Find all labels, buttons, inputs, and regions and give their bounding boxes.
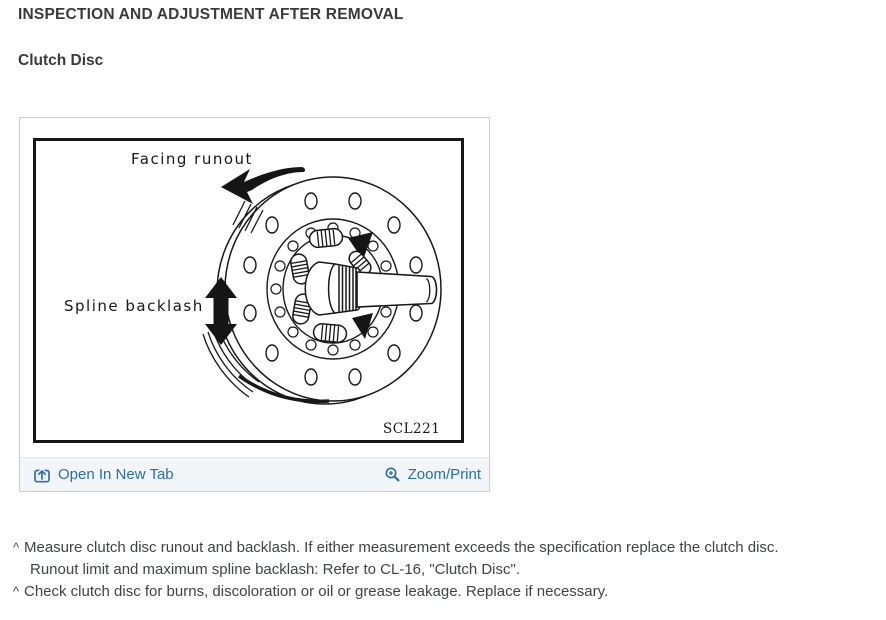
zoom-print-label: Zoom/Print	[407, 466, 481, 483]
note-text: Measure clutch disc runout and backlash. If either measurement exceeds the specification replace the clutch disc.	[24, 539, 779, 556]
open-in-new-tab-label: Open In New Tab	[58, 466, 174, 483]
spline-backlash-label: Spline backlash	[64, 297, 204, 315]
figure-toolbar	[20, 457, 489, 491]
torsion-spring-bottom	[313, 323, 347, 343]
magnifier-zoom-icon	[384, 466, 401, 483]
shaft	[357, 272, 437, 307]
clutch-disc-drawing	[36, 141, 461, 440]
torsion-spring-top	[309, 228, 344, 248]
section-title: Clutch Disc	[18, 52, 104, 69]
facing-runout-label: Facing runout	[131, 150, 253, 168]
inspection-notes	[13, 537, 877, 603]
note-bullet: ^	[13, 540, 20, 555]
note-bullet: ^	[13, 584, 20, 599]
zoom-print-link[interactable]	[384, 466, 481, 483]
clutch-disc-diagram	[33, 138, 464, 443]
note-continuation: Runout limit and maximum spline backlash: Refer to CL-16, "Clutch Disc".	[30, 561, 521, 578]
open-in-new-tab-link[interactable]	[33, 466, 174, 484]
open-in-new-tab-icon	[33, 466, 51, 484]
note-text: Check clutch disc for burns, discoloration or oil or grease leakage. Replace if necessary.	[24, 583, 609, 600]
note-item	[13, 537, 877, 581]
page-title: INSPECTION AND ADJUSTMENT AFTER REMOVAL	[18, 6, 404, 23]
figure-code: SCL221	[383, 421, 441, 437]
figure-card	[19, 117, 490, 492]
note-item	[13, 581, 877, 603]
